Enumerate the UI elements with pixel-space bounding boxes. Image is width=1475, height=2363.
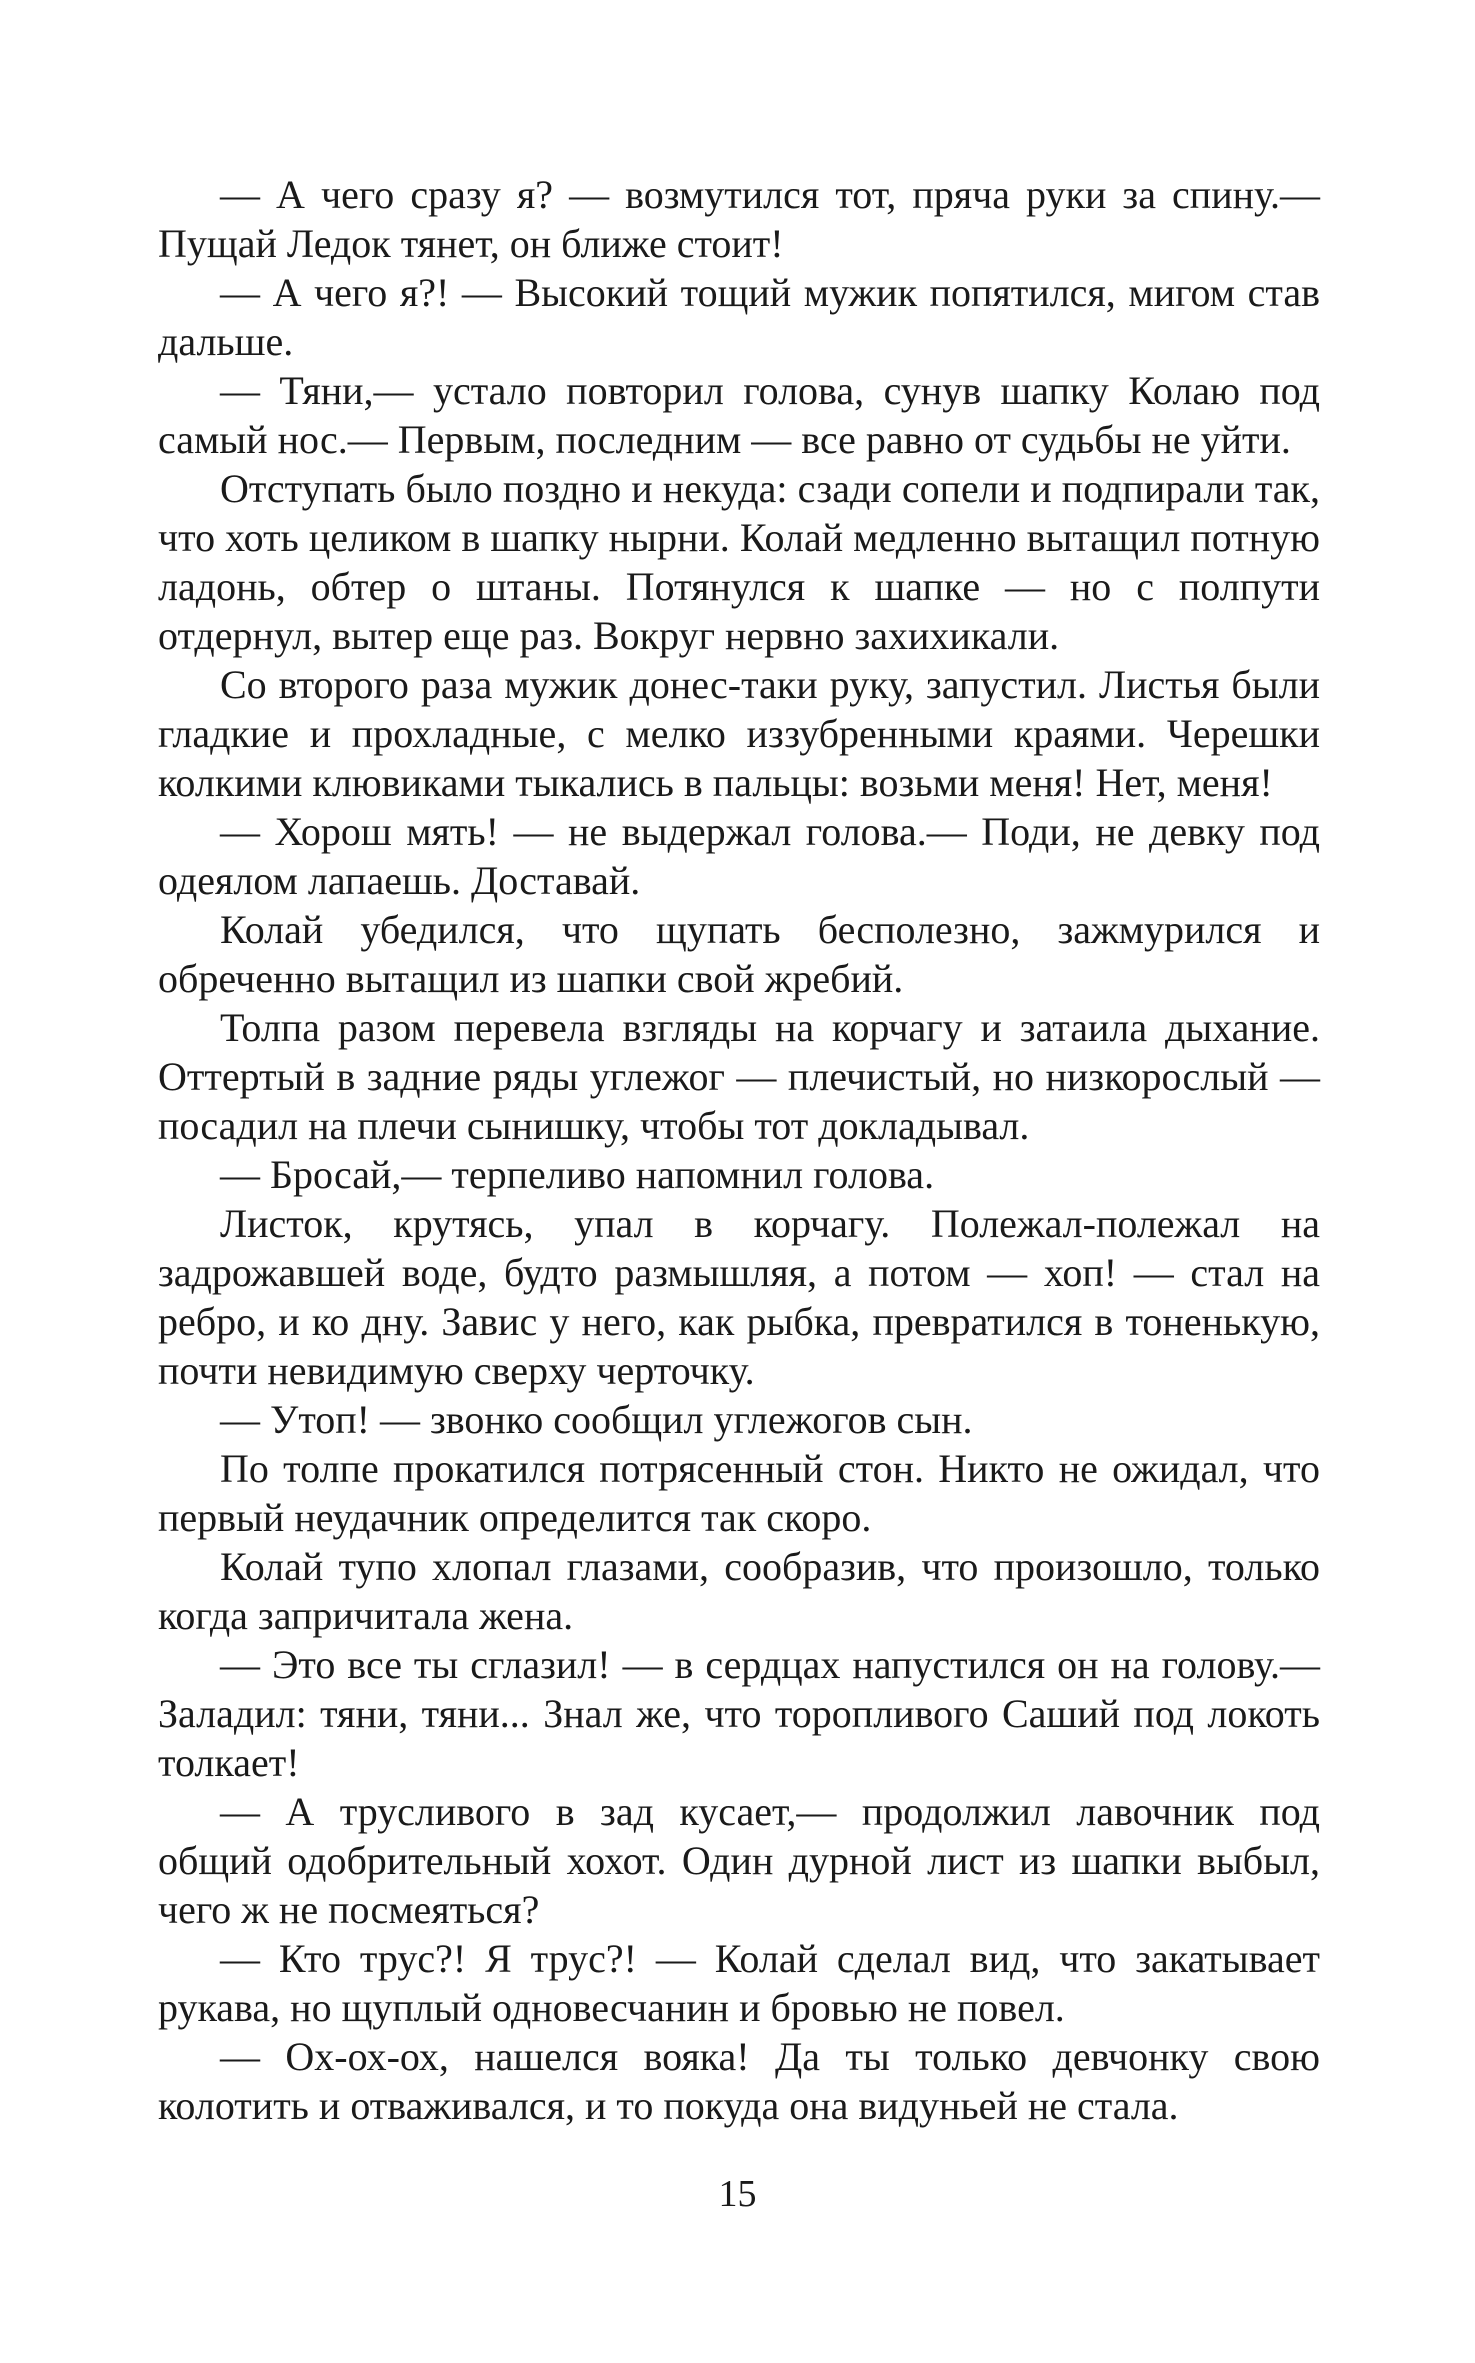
paragraph: Листок, крутясь, упал в корчагу. Полежал-полежал на задрожавшей воде, будто размышляя, а потом — хоп! — стал на ребро, и ко дну. Завис у него, как рыбка, превратился в тоненькую, почти невидимую сверху черточку. bbox=[158, 1201, 1320, 1393]
paragraph: Толпа разом перевела взгляды на корчагу и затаила дыхание. Оттертый в задние ряды углежог — плечистый, но низкорослый — посадил на плечи сынишку, чтобы тот докладывал. bbox=[158, 1005, 1320, 1148]
body-text bbox=[158, 170, 1320, 2130]
paragraph: — А чего сразу я? — возмутился тот, пряча руки за спину.— Пущай Ледок тянет, он ближе стоит! bbox=[158, 172, 1320, 266]
paragraph: — Ох-ох-ох, нашелся вояка! Да ты только девчонку свою колотить и отваживался, и то покуда она видуньей не стала. bbox=[158, 2034, 1320, 2128]
paragraph: Со второго раза мужик донес-таки руку, запустил. Листья были гладкие и прохладные, с мелко иззубренными краями. Черешки колкими клювиками тыкались в пальцы: возьми меня! Нет, меня! bbox=[158, 662, 1320, 805]
paragraph: — А чего я?! — Высокий тощий мужик попятился, мигом став дальше. bbox=[158, 270, 1320, 364]
paragraph: По толпе прокатился потрясенный стон. Никто не ожидал, что первый неудачник определится так скоро. bbox=[158, 1446, 1320, 1540]
paragraph: — Тяни,— устало повторил голова, сунув шапку Колаю под самый нос.— Первым, последним — все равно от судьбы не уйти. bbox=[158, 368, 1320, 462]
paragraph: Отступать было поздно и некуда: сзади сопели и подпирали так, что хоть целиком в шапку нырни. Колай медленно вытащил потную ладонь, обтер о штаны. Потянулся к шапке — но с полпути отдернул, вытер еще раз. Вокруг нервно захихикали. bbox=[158, 466, 1320, 658]
paragraph: — А трусливого в зад кусает,— продолжил лавочник под общий одобрительный хохот. Один дурной лист из шапки выбыл, чего ж не посмеяться? bbox=[158, 1789, 1320, 1932]
paragraph: — Кто трус?! Я трус?! — Колай сделал вид, что закатывает рукава, но щуплый одновесчанин и бровью не повел. bbox=[158, 1936, 1320, 2030]
paragraph: — Утоп! — звонко сообщил углежогов сын. bbox=[220, 1397, 973, 1442]
paragraph: — Хорош мять! — не выдержал голова.— Поди, не девку под одеялом лапаешь. Доставай. bbox=[158, 809, 1320, 903]
paragraph: — Бросай,— терпеливо напомнил голова. bbox=[220, 1152, 935, 1197]
paragraph: Колай тупо хлопал глазами, сообразив, что произошло, только когда запричитала жена. bbox=[158, 1544, 1320, 1638]
page-number: 15 bbox=[718, 2173, 757, 2215]
paragraph: — Это все ты сглазил! — в сердцах напустился он на голову.— Заладил: тяни, тяни... Знал же, что торопливого Саший под локоть толкает! bbox=[158, 1642, 1320, 1785]
paragraph: Колай убедился, что щупать бесполезно, зажмурился и обреченно вытащил из шапки свой жребий. bbox=[158, 907, 1320, 1001]
